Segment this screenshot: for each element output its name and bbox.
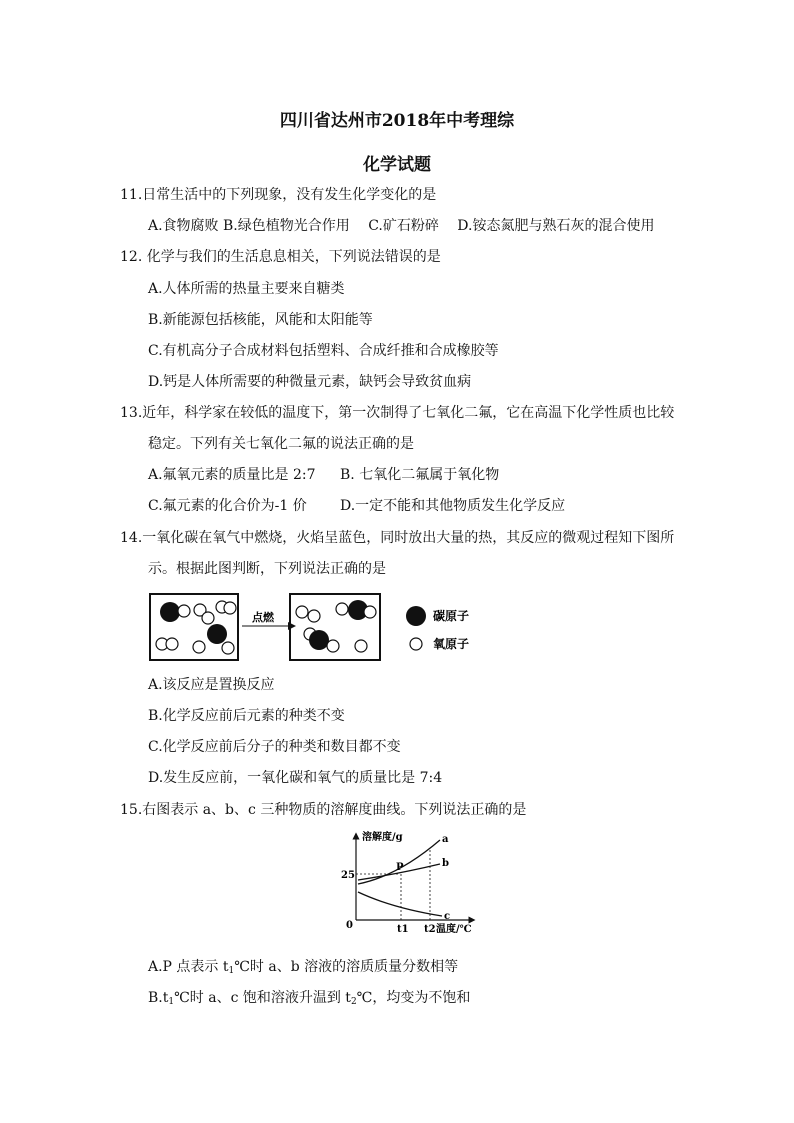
- q12-option-c: C.有机高分子合成材料包括塑料、合成纤推和合成橡胶等: [148, 343, 499, 359]
- q15-option-b: $B.t_1℃$时 a、c 饱和溶液升温到 $t_2℃$，均变为不饱和: [148, 990, 471, 1007]
- q14-stem-line2: 示。根据此图判断，下列说法正确的是: [148, 561, 386, 577]
- carbon-atom-legend-icon: [406, 606, 426, 626]
- x-tick-t1: t1: [397, 924, 409, 935]
- reaction-diagram: [140, 588, 480, 668]
- oxygen-atom: [308, 610, 320, 622]
- legend-carbon-label: 碳原子: [433, 609, 470, 623]
- oxygen-atom: [202, 612, 214, 624]
- page-subtitle: 化学试题: [363, 155, 431, 175]
- reaction-arrow: [242, 610, 296, 630]
- q14-option-b: B.化学反应前后元素的种类不变: [148, 708, 345, 724]
- oxygen-atom: [355, 640, 367, 652]
- legend-oxygen-label: 氧原子: [433, 637, 470, 651]
- q13-option-d: D.一定不能和其他物质发生化学反应: [340, 498, 566, 514]
- q13-option-b: B. 七氧化二氟属于氧化物: [340, 467, 500, 483]
- q12-option-b: B.新能源包括核能，风能和太阳能等: [148, 312, 373, 328]
- x-axis-label: 温度/℃: [436, 924, 472, 935]
- q13-stem-line1: 13.近年，科学家在较低的温度下，第一次制得了七氧化二氟，它在高温下化学性质也比较: [120, 405, 675, 421]
- point-p-label: P: [396, 862, 404, 873]
- oxygen-atom: [166, 638, 178, 650]
- oxygen-atom: [178, 605, 190, 617]
- q13-option-a: A.氟氧元素的质量比是 2:7: [148, 467, 316, 483]
- q13-option-c: C.氟元素的化合价为-1 价: [148, 498, 307, 514]
- y-axis-label: 溶解度/g: [362, 832, 403, 843]
- q14-option-d: D.发生反应前，一氧化碳和氧气的质量比是 7:4: [148, 770, 443, 786]
- oxygen-atom: [296, 606, 308, 618]
- reactant-box: [150, 594, 238, 660]
- page-title: 四川省达州市2018年中考理综: [279, 111, 515, 131]
- carbon-atom: [160, 602, 180, 622]
- q13-stem-line2: 稳定。下列有关七氧化二氟的说法正确的是: [148, 436, 414, 452]
- q12-option-a: A.人体所需的热量主要来自糖类: [148, 281, 345, 297]
- oxygen-atom: [336, 603, 348, 615]
- carbon-atom: [207, 624, 227, 644]
- q12-option-d: D.钙是人体所需要的种微量元素，缺钙会导致贫血病: [148, 374, 472, 390]
- oxygen-atom: [364, 606, 376, 618]
- arrow-label: 点燃: [252, 611, 274, 624]
- oxygen-atom-legend-icon: [410, 638, 422, 650]
- y-tick-label: 25: [341, 870, 355, 881]
- carbon-atom: [309, 630, 329, 650]
- oxygen-atom: [193, 641, 205, 653]
- oxygen-atom: [327, 640, 339, 652]
- q12-stem: 12. 化学与我们的生活息息相关，下列说法错误的是: [120, 249, 441, 265]
- legend: [406, 606, 469, 651]
- oxygen-atom: [222, 642, 234, 654]
- q11-stem: 11.日常生活中的下列现象，没有发生化学变化的是: [120, 187, 437, 203]
- oxygen-atom: [224, 602, 236, 614]
- series-label-b: b: [442, 858, 449, 869]
- q14-stem-line1: 14.一氧化碳在氧气中燃烧，火焰呈蓝色，同时放出大量的热，其反应的微观过程知下图所: [120, 530, 675, 546]
- series-label-a: a: [442, 834, 449, 845]
- q14-option-a: A.该反应是置换反应: [148, 677, 275, 693]
- q14-option-c: C.化学反应前后分子的种类和数目都不变: [148, 739, 401, 755]
- series-label-c: c: [444, 911, 451, 922]
- x-tick-t2: t2: [424, 924, 436, 935]
- curve-c: [358, 892, 442, 916]
- q15-stem: 15.右图表示 a、b、c 三种物质的溶解度曲线。下列说法正确的是: [120, 802, 527, 818]
- solubility-chart: [338, 828, 478, 940]
- origin-label: 0: [346, 920, 353, 931]
- q15-option-a: A.P 点表示 $t_1℃$时 a、b 溶液的溶质质量分数相等: [148, 959, 459, 976]
- product-box: [290, 594, 380, 660]
- q11-options: A.食物腐败 B.绿色植物光合作用 C.矿石粉碎 D.铵态氮肥与熟石灰的混合使用: [148, 218, 655, 234]
